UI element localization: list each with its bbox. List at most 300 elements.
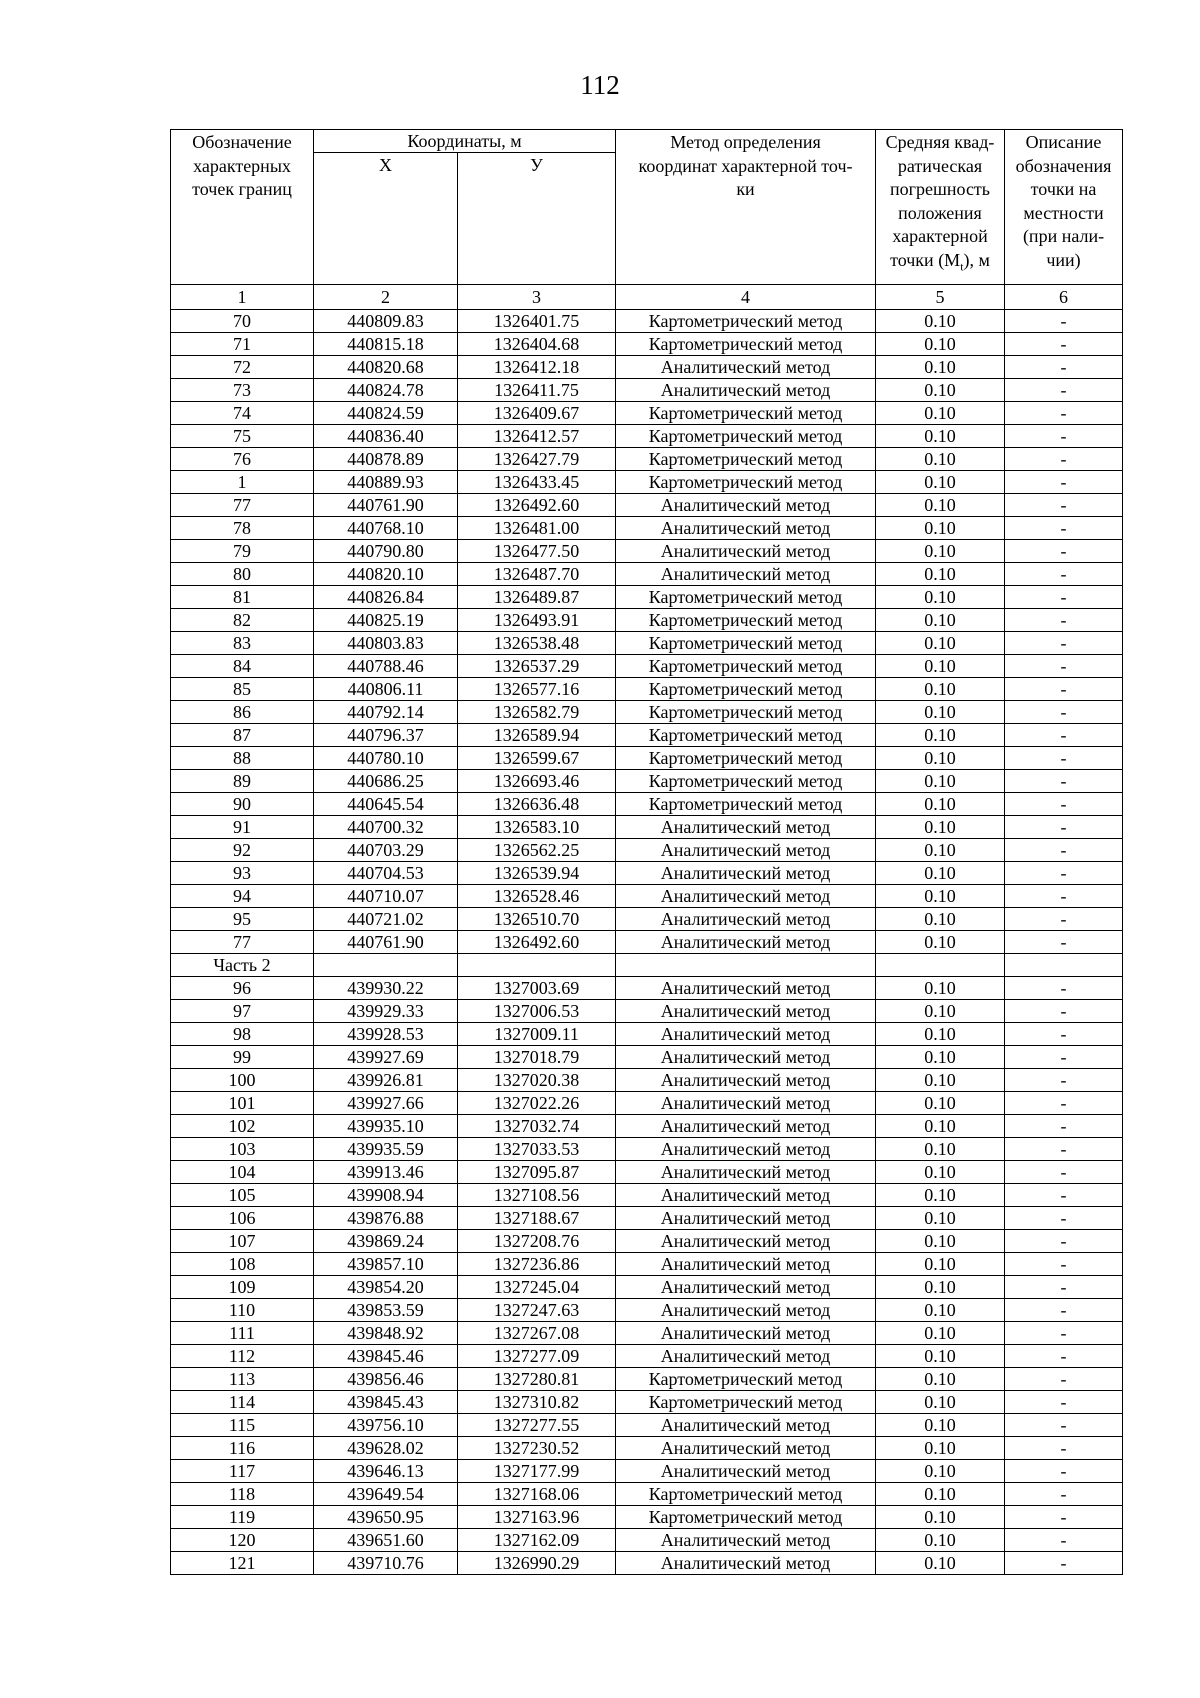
method-cell: Картометрический метод [616,747,876,770]
rms-error-cell: 0.10 [876,379,1005,402]
rms-error-cell [876,954,1005,977]
rms-error-cell: 0.10 [876,1138,1005,1161]
description-cell: - [1005,356,1123,379]
table-row [171,1391,1123,1414]
description-cell: - [1005,1046,1123,1069]
method-cell: Аналитический метод [616,816,876,839]
y-coordinate-cell: 1327245.04 [458,1276,616,1299]
x-coordinate-cell: 440761.90 [314,494,458,517]
header-line: ки [736,179,755,199]
rms-error-cell: 0.10 [876,494,1005,517]
description-cell: - [1005,471,1123,494]
rms-error-cell: 0.10 [876,1207,1005,1230]
y-coordinate-cell: 1327277.55 [458,1414,616,1437]
rms-error-cell: 0.10 [876,1483,1005,1506]
y-coordinate-cell: 1327032.74 [458,1115,616,1138]
method-cell: Картометрический метод [616,448,876,471]
table-row [171,1115,1123,1138]
x-coordinate-cell: 440820.10 [314,563,458,586]
method-cell: Картометрический метод [616,724,876,747]
point-id-cell: 116 [171,1437,314,1460]
header-line: погрешность [890,179,991,199]
rms-error-cell: 0.10 [876,1115,1005,1138]
method-cell: Аналитический метод [616,1552,876,1575]
rms-error-cell: 0.10 [876,724,1005,747]
point-id-cell: 79 [171,540,314,563]
y-coordinate-cell: 1326528.46 [458,885,616,908]
page-number: 112 [580,70,620,100]
y-coordinate-cell: 1326577.16 [458,678,616,701]
table-row [171,1092,1123,1115]
x-coordinate-cell: 439857.10 [314,1253,458,1276]
x-coordinate-cell: 440806.11 [314,678,458,701]
description-cell: - [1005,1368,1123,1391]
y-coordinate-cell: 1327003.69 [458,977,616,1000]
point-id-cell: 114 [171,1391,314,1414]
x-coordinate-cell: 440780.10 [314,747,458,770]
table-row [171,908,1123,931]
point-id-cell: 93 [171,862,314,885]
rms-error-cell: 0.10 [876,1529,1005,1552]
x-coordinate-cell: 440703.29 [314,839,458,862]
table-row [171,379,1123,402]
rms-error-cell: 0.10 [876,1322,1005,1345]
header-text: ), м [963,249,990,270]
table-row [171,1437,1123,1460]
y-coordinate-cell: 1327177.99 [458,1460,616,1483]
rms-error-cell: 0.10 [876,885,1005,908]
header-x: Х [314,153,458,285]
method-cell: Картометрический метод [616,1483,876,1506]
method-cell: Аналитический метод [616,1092,876,1115]
table-row [171,885,1123,908]
y-coordinate-cell: 1327168.06 [458,1483,616,1506]
method-cell: Аналитический метод [616,977,876,1000]
method-cell: Картометрический метод [616,678,876,701]
rms-error-cell: 0.10 [876,770,1005,793]
y-coordinate-cell: 1327162.09 [458,1529,616,1552]
y-coordinate-cell: 1326538.48 [458,632,616,655]
header-line: обозначения [1015,155,1112,176]
method-cell: Аналитический метод [616,1460,876,1483]
y-coordinate-cell: 1327280.81 [458,1368,616,1391]
rms-error-cell: 0.10 [876,1253,1005,1276]
y-coordinate-cell: 1326583.10 [458,816,616,839]
header-line: местности [1023,202,1104,223]
method-cell: Аналитический метод [616,931,876,954]
point-id-cell: 77 [171,494,314,517]
x-coordinate-cell: 440761.90 [314,931,458,954]
method-cell: Аналитический метод [616,563,876,586]
rms-error-cell: 0.10 [876,586,1005,609]
table-row [171,494,1123,517]
description-cell: - [1005,747,1123,770]
table-row [171,724,1123,747]
description-cell: - [1005,1483,1123,1506]
y-coordinate-cell: 1326493.91 [458,609,616,632]
y-coordinate-cell: 1326562.25 [458,839,616,862]
point-id-cell: 85 [171,678,314,701]
x-coordinate-cell: 439876.88 [314,1207,458,1230]
method-cell: Картометрический метод [616,1391,876,1414]
y-coordinate-cell: 1326427.79 [458,448,616,471]
method-cell: Аналитический метод [616,379,876,402]
table-row [171,1460,1123,1483]
description-cell: - [1005,609,1123,632]
point-id-cell: 76 [171,448,314,471]
header-line: Средняя квад- [885,132,995,152]
y-coordinate-cell: 1326487.70 [458,563,616,586]
description-cell: - [1005,1529,1123,1552]
description-cell: - [1005,1414,1123,1437]
y-coordinate-cell: 1326489.87 [458,586,616,609]
table-row [171,1253,1123,1276]
method-cell: Аналитический метод [616,1184,876,1207]
column-number: 6 [1005,285,1123,310]
table-row [171,839,1123,862]
description-cell: - [1005,1230,1123,1253]
y-coordinate-cell: 1327033.53 [458,1138,616,1161]
description-cell: - [1005,678,1123,701]
x-coordinate-cell: 440803.83 [314,632,458,655]
table-row [171,977,1123,1000]
x-coordinate-cell: 439927.69 [314,1046,458,1069]
description-cell: - [1005,1322,1123,1345]
y-coordinate-cell: 1326539.94 [458,862,616,885]
y-coordinate-cell: 1327188.67 [458,1207,616,1230]
table-row [171,563,1123,586]
header-row [171,130,1123,153]
point-id-cell: 111 [171,1322,314,1345]
x-coordinate-cell: 439651.60 [314,1529,458,1552]
description-cell: - [1005,1299,1123,1322]
point-id-cell: 103 [171,1138,314,1161]
method-cell: Картометрический метод [616,1506,876,1529]
description-cell: - [1005,517,1123,540]
table-row [171,1184,1123,1207]
header-line: положения [898,202,982,223]
point-id-cell: 119 [171,1506,314,1529]
header-subscript: t [960,259,964,274]
y-coordinate-cell: 1327277.09 [458,1345,616,1368]
point-id-cell: 113 [171,1368,314,1391]
table-row [171,1161,1123,1184]
table-row [171,1207,1123,1230]
rms-error-cell: 0.10 [876,655,1005,678]
column-number: 5 [876,285,1005,310]
point-id-cell: 74 [171,402,314,425]
y-coordinate-cell: 1326599.67 [458,747,616,770]
y-coordinate-cell: 1326492.60 [458,494,616,517]
header-line [876,249,1004,279]
rms-error-cell: 0.10 [876,1000,1005,1023]
x-coordinate-cell: 439854.20 [314,1276,458,1299]
method-cell: Аналитический метод [616,540,876,563]
rms-error-cell: 0.10 [876,701,1005,724]
y-coordinate-cell: 1326433.45 [458,471,616,494]
description-cell: - [1005,862,1123,885]
x-coordinate-cell [314,954,458,977]
rms-error-cell: 0.10 [876,1092,1005,1115]
x-coordinate-cell: 439935.59 [314,1138,458,1161]
y-coordinate-cell [458,954,616,977]
rms-error-cell: 0.10 [876,632,1005,655]
table-row [171,862,1123,885]
description-cell: - [1005,724,1123,747]
point-id-cell: 100 [171,1069,314,1092]
table-row [171,632,1123,655]
description-cell [1005,954,1123,977]
x-coordinate-cell: 439649.54 [314,1483,458,1506]
column-number: 1 [171,285,314,310]
point-id-cell: 75 [171,425,314,448]
point-id-cell: 71 [171,333,314,356]
table-row [171,1230,1123,1253]
y-coordinate-cell: 1327018.79 [458,1046,616,1069]
table-row [171,1299,1123,1322]
x-coordinate-cell: 440878.89 [314,448,458,471]
header-line: точек границ [192,179,292,199]
x-coordinate-cell: 439908.94 [314,1184,458,1207]
table-row [171,1506,1123,1529]
point-id-cell: 78 [171,517,314,540]
description-cell: - [1005,379,1123,402]
point-id-cell: 106 [171,1207,314,1230]
method-cell: Картометрический метод [616,1368,876,1391]
rms-error-cell: 0.10 [876,425,1005,448]
table-row [171,310,1123,333]
x-coordinate-cell: 439845.46 [314,1345,458,1368]
point-id-cell: 77 [171,931,314,954]
x-coordinate-cell: 439848.92 [314,1322,458,1345]
rms-error-cell: 0.10 [876,609,1005,632]
point-id-cell: 83 [171,632,314,655]
method-cell: Картометрический метод [616,402,876,425]
header-method [616,130,876,285]
method-cell: Аналитический метод [616,1299,876,1322]
method-cell: Картометрический метод [616,310,876,333]
method-cell: Аналитический метод [616,1115,876,1138]
x-coordinate-cell: 440826.84 [314,586,458,609]
y-coordinate-cell: 1326582.79 [458,701,616,724]
y-coordinate-cell: 1327208.76 [458,1230,616,1253]
rms-error-cell: 0.10 [876,793,1005,816]
x-coordinate-cell: 439928.53 [314,1023,458,1046]
method-cell: Картометрический метод [616,770,876,793]
description-cell: - [1005,1253,1123,1276]
method-cell: Картометрический метод [616,632,876,655]
table-row [171,701,1123,724]
x-coordinate-cell: 439929.33 [314,1000,458,1023]
rms-error-cell: 0.10 [876,747,1005,770]
column-number: 4 [616,285,876,310]
point-id-cell: 110 [171,1299,314,1322]
point-id-cell: 120 [171,1529,314,1552]
x-coordinate-cell: 440889.93 [314,471,458,494]
x-coordinate-cell: 440710.07 [314,885,458,908]
point-id-cell: 86 [171,701,314,724]
description-cell: - [1005,701,1123,724]
header-y: У [458,153,616,285]
table-row [171,1069,1123,1092]
description-cell: - [1005,333,1123,356]
table-row [171,954,1123,977]
table-row [171,1529,1123,1552]
y-coordinate-cell: 1326510.70 [458,908,616,931]
table-row [171,770,1123,793]
point-id-cell: 95 [171,908,314,931]
method-cell: Аналитический метод [616,1253,876,1276]
x-coordinate-cell: 440721.02 [314,908,458,931]
method-cell: Аналитический метод [616,1322,876,1345]
y-coordinate-cell: 1327163.96 [458,1506,616,1529]
rms-error-cell: 0.10 [876,517,1005,540]
y-coordinate-cell: 1327009.11 [458,1023,616,1046]
description-cell: - [1005,1092,1123,1115]
x-coordinate-cell: 440825.19 [314,609,458,632]
x-coordinate-cell: 440788.46 [314,655,458,678]
description-cell: - [1005,977,1123,1000]
method-cell: Картометрический метод [616,793,876,816]
method-cell: Аналитический метод [616,908,876,931]
header-line: чии) [1046,249,1081,270]
table-row [171,816,1123,839]
method-cell: Аналитический метод [616,1414,876,1437]
method-cell: Аналитический метод [616,1207,876,1230]
method-cell: Аналитический метод [616,1230,876,1253]
rms-error-cell: 0.10 [876,471,1005,494]
table-row [171,471,1123,494]
rms-error-cell: 0.10 [876,333,1005,356]
point-id-cell: 90 [171,793,314,816]
method-cell: Картометрический метод [616,586,876,609]
x-coordinate-cell: 439650.95 [314,1506,458,1529]
header-line: Описание [1025,132,1102,152]
description-cell: - [1005,1460,1123,1483]
point-id-cell: 102 [171,1115,314,1138]
x-coordinate-cell: 439756.10 [314,1414,458,1437]
column-number-row [171,285,1123,310]
method-cell: Картометрический метод [616,425,876,448]
table-row [171,1345,1123,1368]
point-id-cell: 101 [171,1092,314,1115]
method-cell [616,954,876,977]
method-cell: Аналитический метод [616,1437,876,1460]
table-row [171,931,1123,954]
rms-error-cell: 0.10 [876,1184,1005,1207]
x-coordinate-cell: 439646.13 [314,1460,458,1483]
rms-error-cell: 0.10 [876,356,1005,379]
table-row [171,1046,1123,1069]
x-coordinate-cell: 440824.78 [314,379,458,402]
header-line: Метод определения [670,132,821,152]
x-coordinate-cell: 439935.10 [314,1115,458,1138]
x-coordinate-cell: 439913.46 [314,1161,458,1184]
x-coordinate-cell: 439930.22 [314,977,458,1000]
table-row [171,1368,1123,1391]
point-id-cell: 104 [171,1161,314,1184]
x-coordinate-cell: 439926.81 [314,1069,458,1092]
point-id-cell: 117 [171,1460,314,1483]
header-text: точки (M [890,249,961,270]
method-cell: Картометрический метод [616,701,876,724]
description-cell: - [1005,931,1123,954]
table-row [171,655,1123,678]
description-cell: - [1005,540,1123,563]
table-row [171,540,1123,563]
rms-error-cell: 0.10 [876,1414,1005,1437]
table-row [171,747,1123,770]
description-cell: - [1005,1161,1123,1184]
description-cell: - [1005,839,1123,862]
point-id-cell: 118 [171,1483,314,1506]
point-id-cell: 82 [171,609,314,632]
table-row [171,333,1123,356]
x-coordinate-cell: 439853.59 [314,1299,458,1322]
header-description [1005,130,1123,285]
y-coordinate-cell: 1327095.87 [458,1161,616,1184]
point-id-cell: 107 [171,1230,314,1253]
description-cell: - [1005,816,1123,839]
method-cell: Аналитический метод [616,1000,876,1023]
rms-error-cell: 0.10 [876,816,1005,839]
table-row [171,425,1123,448]
y-coordinate-cell: 1326409.67 [458,402,616,425]
table-row [171,1552,1123,1575]
y-coordinate-cell: 1326401.75 [458,310,616,333]
rms-error-cell: 0.10 [876,1345,1005,1368]
x-coordinate-cell: 440645.54 [314,793,458,816]
description-cell: - [1005,425,1123,448]
rms-error-cell: 0.10 [876,310,1005,333]
method-cell: Картометрический метод [616,609,876,632]
description-cell: - [1005,448,1123,471]
x-coordinate-cell: 440815.18 [314,333,458,356]
rms-error-cell: 0.10 [876,1046,1005,1069]
header-rms-error [876,130,1005,285]
method-cell: Аналитический метод [616,839,876,862]
point-id-cell: 87 [171,724,314,747]
point-id-cell: 81 [171,586,314,609]
method-cell: Аналитический метод [616,1069,876,1092]
description-cell: - [1005,1345,1123,1368]
y-coordinate-cell: 1327006.53 [458,1000,616,1023]
point-id-cell: 112 [171,1345,314,1368]
method-cell: Аналитический метод [616,1276,876,1299]
description-cell: - [1005,563,1123,586]
x-coordinate-cell: 440700.32 [314,816,458,839]
description-cell: - [1005,1207,1123,1230]
y-coordinate-cell: 1326537.29 [458,655,616,678]
y-coordinate-cell: 1326492.60 [458,931,616,954]
y-coordinate-cell: 1327230.52 [458,1437,616,1460]
y-coordinate-cell: 1327108.56 [458,1184,616,1207]
y-coordinate-cell: 1326477.50 [458,540,616,563]
rms-error-cell: 0.10 [876,1552,1005,1575]
y-coordinate-cell: 1327247.63 [458,1299,616,1322]
y-coordinate-cell: 1326412.57 [458,425,616,448]
point-id-cell: 94 [171,885,314,908]
description-cell: - [1005,494,1123,517]
description-cell: - [1005,1138,1123,1161]
boundary-points-table [170,129,1123,1575]
header-line: ратическая [897,155,983,176]
x-coordinate-cell: 440790.80 [314,540,458,563]
description-cell: - [1005,1184,1123,1207]
y-coordinate-cell: 1326693.46 [458,770,616,793]
rms-error-cell: 0.10 [876,563,1005,586]
method-cell: Аналитический метод [616,1161,876,1184]
